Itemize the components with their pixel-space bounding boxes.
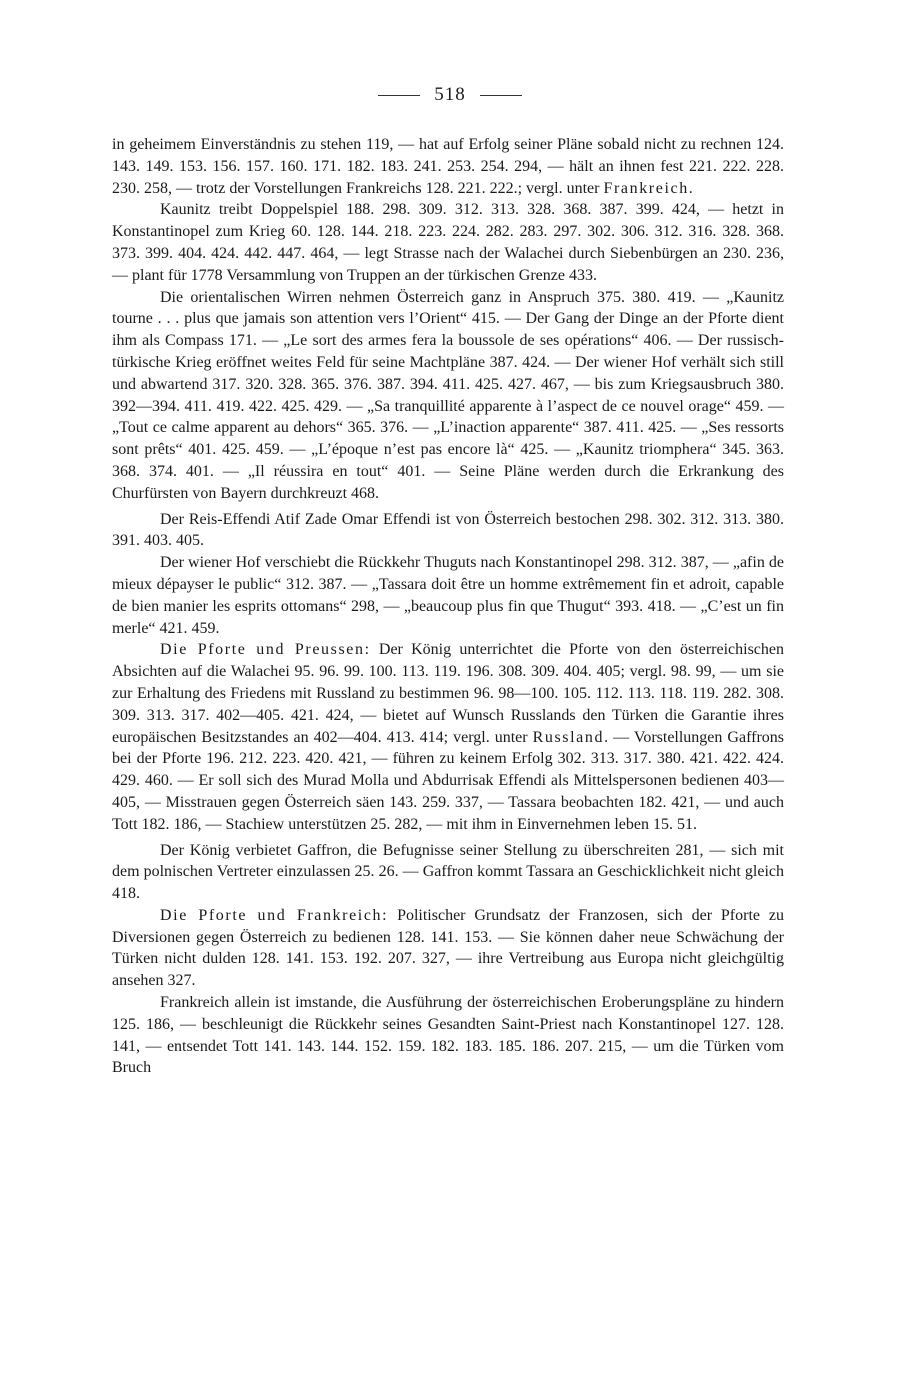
paragraph-orientalische-wirren — [112, 287, 784, 505]
paragraph-text: Der König unterrichtet die Pforte von den österreichischen Absichten auf die Walachei 95. 96. 99. 100. 113. 119. 196. 308. 309. 404. 405; vergl. 98. 99, — um sie zur Erhaltung des Friedens mit Russland zu bestimmen 96. 98—100. 105. 112. 113. 118. 119. 282. 308. 309. 313. 317. 402—405. 421. 424, — bietet auf Wunsch Russlands den Türken die Garantie ihres europäischen Besitzstandes an 402—404. 413. 414; vergl. unter — [112, 641, 784, 746]
index-text-body — [112, 134, 784, 1079]
paragraph-kaunitz — [112, 199, 784, 286]
paragraph-text: Kaunitz treibt Doppelspiel 188. 298. 309. 312. 313. 328. 368. 387. 399. 424, — hetzt in Konstantinopel zum Krieg 60. 128. 144. 218. 223. 224. 282. 283. 297. 302. 306. 312. 316. 328. 368. 373. 399. 404. 424. 442. 447. 464, — legt Strasse nach der Walachei durch Siebenbürgen an 230. 236, — plant für 1778 Versammlung von Truppen an der türkischen Grenze 433. — [112, 201, 784, 284]
paragraph-pforte-preussen — [112, 639, 784, 835]
paragraph-continuation — [112, 134, 784, 199]
page-number: 518 — [434, 84, 466, 105]
paragraph-wiener-hof — [112, 552, 784, 639]
paragraph-text: Frankreich allein ist imstande, die Ausführung der österreichischen Eroberungspläne zu hindern 125. 186, — beschleunigt die Rückkehr seines Gesandten Saint-Priest nach Konstantinopel 127. 128. 141, — entsendet Tott 141. 143. 144. 152. 159. 182. 183. 185. 186. 207. 215, — um die Türken vom Bruch — [112, 994, 784, 1077]
paragraph-koenig-gaffron — [112, 840, 784, 905]
paragraph-tail: . — Vorstellungen Gaffrons bei der Pforte 196. 212. 223. 420. 421, — führen zu keinem Erfolg 302. 313. 317. 380. 421. 422. 424. 429. 460. — Er soll sich des Murad Molla und Abdurrisak Effendi als Mittelspersonen bedienen 403—405, — Misstrauen gegen Österreich säen 143. 259. 337, — Tassara beobachten 182. 421, — und auch Tott 182. 186, — Stachiew unterstützen 25. 282, — mit ihm in Einvernehmen leben 15. 51. — [112, 728, 785, 833]
cross-reference: Russland — [532, 728, 605, 746]
paragraph-frankreich-allein — [112, 992, 784, 1079]
paragraph-text: Der Reis-Effendi Atif Zade Omar Effendi ist von Österreich bestochen 298. 302. 312. 313. 380. 391. 403. 405. — [112, 510, 784, 550]
paragraph-pforte-frankreich — [112, 905, 784, 992]
cross-reference: Frankreich — [603, 179, 689, 197]
section-heading: Die Pforte und Preussen: — [160, 641, 371, 659]
paragraph-text: in geheimem Einverständnis zu stehen 119, — hat auf Erfolg seiner Pläne sobald nicht zu rechnen 124. 143. 149. 153. 156. 157. 160. 171. 182. 183. 241. 253. 254. 294, — hält an ihnen fest 221. 222. 228. 230. 258, — trotz der Vorstellungen Frankreichs 128. 221. 222.; vergl. unter — [112, 136, 784, 197]
paragraph-text: Der König verbietet Gaffron, die Befugnisse seiner Stellung zu überschreiten 281, — sich mit dem polnischen Vertreter einzulassen 25. 26. — Gaffron kommt Tassara an Geschicklichkeit nicht gleich 418. — [112, 841, 784, 903]
paragraph-text: Der wiener Hof verschiebt die Rückkehr Thuguts nach Konstantinopel 298. 312. 387, — „afin de mieux dépayser le public“ 312. 387. — „Tassara doit être un homme extrêmement fin et adroit, capable de bien manier les esprits ottomans“ 298, — „beaucoup plus fin que Thugut“ 393. 418. — „C’est un fin merle“ 421. 459. — [112, 554, 784, 637]
header-left-rule — [378, 95, 420, 96]
paragraph-text: Politischer Grundsatz der Franzosen, sich der Pforte zu Diversionen gegen Österreich zu bedienen 128. 141. 153. — Sie können daher neue Schwächung der Türken nicht dulden 128. 141. 153. 192. 207. 327, — ihre Vertreibung aus Europa nicht gleichgültig ansehen 327. — [112, 906, 784, 990]
paragraph-tail: . — [688, 179, 693, 197]
page-header — [0, 84, 900, 106]
header-right-rule — [480, 95, 522, 96]
section-heading: Die Pforte und Frankreich: — [160, 906, 389, 924]
paragraph-text: Die orientalischen Wirren nehmen Österreich ganz in Anspruch 375. 380. 419. — „Kaunitz tourne . . . plus que jamais son attention vers l’Orient“ 415. — Der Gang der Dinge an der Pforte dient ihm als Compass 171. — „Le sort des armes fera la boussole de ses opérations“ 406. — Der russisch-türkische Krieg eröffnet weites Feld für seine Machtpläne 387. 424. — Der wiener Hof verhält sich still und abwartend 317. 320. 328. 365. 376. 387. 394. 411. 425. 427. 467, — bis zum Kriegsausbruch 380. 392—394. 411. 419. 422. 425. 429. — „Sa tranquillité apparente à l’aspect de ce nouvel orage“ 459. — „Tout ce calme apparent au dehors“ 365. 376. — „L’inaction apparente“ 387. 411. 425. — „Ses ressorts sont prêts“ 401. 425. 459. — „L’époque n’est pas encore là“ 425. — „Kaunitz triomphera“ 345. 363. 368. 374. 401. — „Il réussira en tout“ 401. — Seine Pläne werden durch die Erkrankung des Churfürsten von Bayern durchkreuzt 468. — [112, 288, 784, 502]
paragraph-reis-effendi — [112, 509, 784, 553]
